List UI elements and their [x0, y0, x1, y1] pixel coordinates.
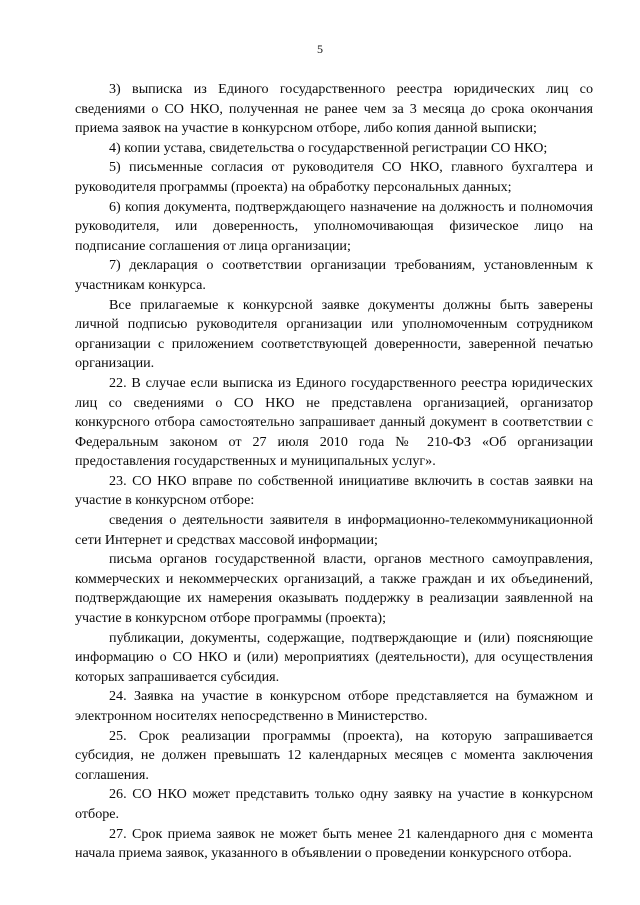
paragraph-item-3-extract: 3) выписка из Единого государственного реестра юридических лиц со сведениями о СО НКО, полученная не ранее чем за 3 месяца до срока окончания приема заявок на участие в конкурсном отборе, либо копия данной выписки; — [75, 81, 593, 137]
paragraph-item-4-charter: 4) копии устава, свидетельства о государственной регистрации СО НКО; — [109, 139, 548, 156]
paragraph-clause-23-publications: публикации, документы, содержащие, подтверждающие и (или) поясняющие информацию о СО НКО и (или) мероприятиях (деятельности), для осуществления которых запрашивается субсидия. — [75, 629, 593, 685]
paragraph-clause-27: 27. Срок приема заявок не может быть менее 21 календарного дня с момента начала приема заявок, указанного в объявлении о проведении конкурсного отбора. — [75, 825, 593, 862]
paragraph-clause-23-info: сведения о деятельности заявителя в информационно-телекоммуникационной сети Интернет и средствах массовой информации; — [75, 512, 593, 548]
paragraph-item-7-declaration: 7) декларация о соответствии организации требованиям, установленным к участникам конкурса. — [75, 257, 593, 293]
paragraph-item-6-authority: 6) копия документа, подтверждающего назначение на должность и полномочия руководителя, или доверенность, уполномочивающая физическое лицо на подписание соглашения от лица организации; — [75, 198, 593, 254]
paragraph-clause-26: 26. СО НКО может представить только одну заявку на участие в конкурсном отборе. — [75, 786, 593, 822]
paragraph-clause-23: 23. СО НКО вправе по собственной инициативе включить в состав заявки на участие в конкурсном отборе: — [75, 472, 593, 509]
page-number: 5 — [317, 42, 323, 56]
paragraph-certification: Все прилагаемые к конкурсной заявке документы должны быть заверены личной подписью руководителя организации или уполномоченным сотрудником организации с приложением соответствующей доверенности, заверенной печатью организации. — [75, 296, 593, 372]
paragraph-clause-22: 22. В случае если выписка из Единого государственного реестра юридических лиц со сведениями о СО НКО не представлена организацией, организатор конкурсного отбора самостоятельно запрашивает данный документ в соответствии с Федеральным законом от 27 июля 2010 года № 210-ФЗ «Об организации предоставления государственных и муниципальных услуг». — [75, 374, 593, 470]
paragraph-item-5-consents: 5) письменные согласия от руководителя СО НКО, главного бухгалтера и руководителя программы (проекта) на обработку персональных данных; — [75, 159, 593, 195]
paragraph-clause-25: 25. Срок реализации программы (проекта), на которую запрашивается субсидия, не должен превышать 12 календарных месяцев с момента заключения соглашения. — [75, 727, 593, 783]
paragraph-clause-24: 24. Заявка на участие в конкурсном отборе представляется на бумажном и электронном носителях непосредственно в Министерство. — [75, 688, 593, 724]
document-body — [75, 80, 593, 864]
paragraph-clause-23-letters: письма органов государственной власти, органов местного самоуправления, коммерческих и некоммерческих организаций, а также граждан и их объединений, подтверждающие их намерения оказывать поддержку в реализации заявленной на участие в конкурсном отборе программы (проекта); — [75, 551, 593, 627]
